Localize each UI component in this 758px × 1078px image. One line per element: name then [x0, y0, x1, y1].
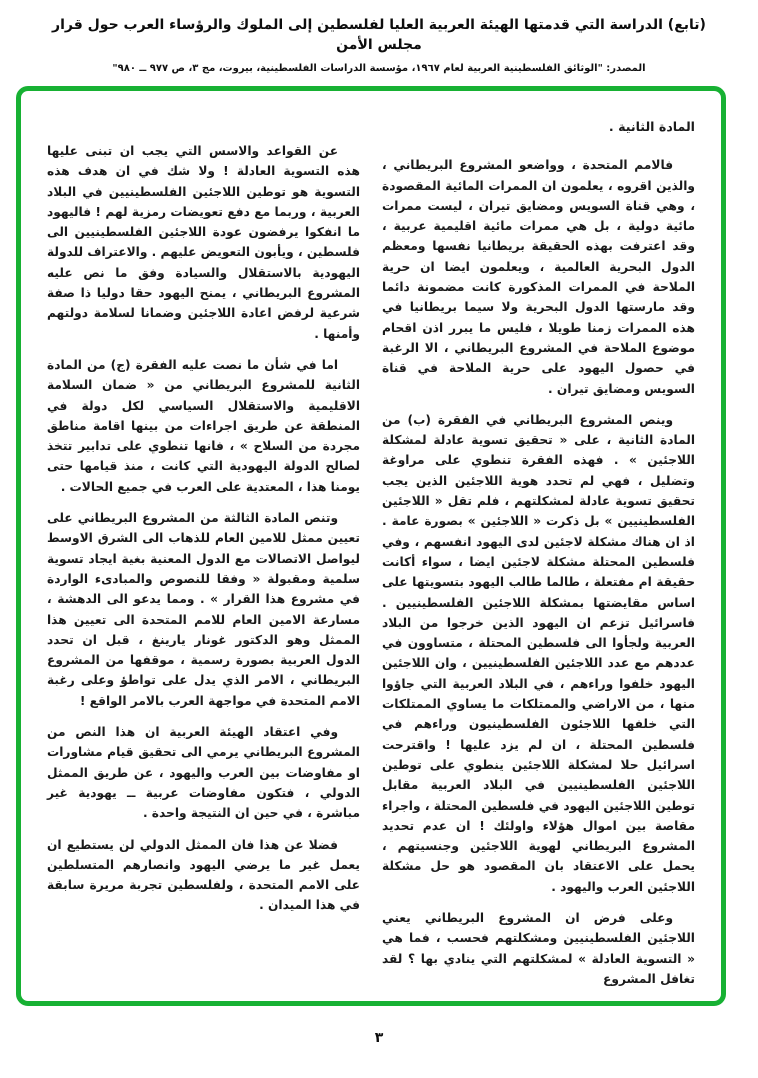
document-title: (تابع) الدراسة التي قدمتها الهيئة العربية العليا لفلسطين إلى الملوك والرؤساء العرب حول قرار مجلس الأمن	[52, 17, 706, 53]
page-header	[0, 0, 758, 74]
paragraph: وتنص المادة الثالثة من المشروع البريطاني على تعيين ممثل للامين العام للذهاب الى الشرق الاوسط ليواصل الاتصالات مع الدول المعنية بغية ايجاد تسوية سلمية ومقبولة « وفقا للنصوص والمبادىء الواردة في مشروع هذا القرار » . ومما يدعو الى الدهشة ، مسارعة الامين العام للامم المتحدة الى تعيين هذا الممثل وهو الدكتور غونار يارينغ ، قبل ان تحدد الدول العربية بصورة رسمية ، موقفها من المشروع البريطاني ، الامر الذي يدل على تواطؤ وعلى رغبة الامم المتحدة في مواجهة العرب بالامر الواقع !	[47, 511, 360, 708]
paragraph: عن القواعد والاسس التي يجب ان تبنى عليها هذه التسوية العادلة ! ولا شك في ان هدف هذه التسوية هو توطين اللاجئين الفلسطينيين في البلاد العربية ، وربما مع دفع تعويضات رمزية لهم ! فاليهود ما انفكوا يرفضون عودة اللاجئين الفلسطينيين الى فلسطين ، ويأبون التعويض عليهم . والاعتراف للدولة اليهودية بالاستقلال والسيادة وفق ما نص عليه المشروع البريطاني ، يمنح اليهود حقا دوليا ذا صفة شرعية لرفض اعادة اللاجئين وضمانا لسلامة دولتهم وأمنها .	[47, 144, 360, 341]
paragraph: وعلى فرض ان المشروع البريطاني يعني اللاجئين الفلسطينيين ومشكلتهم فحسب ، فما هي « التسوية العادلة » لمشكلتهم التي ينادي بها ؟ لقد تغافل المشروع	[382, 910, 695, 986]
paragraph: فضلا عن هذا فان الممثل الدولي لن يستطيع ان يعمل غير ما يرضي اليهود وانصارهم المتسلطين على الامم المتحدة ، ولفلسطين تجربة مريرة سابقة في هذا الميدان .	[47, 837, 360, 913]
section-heading-article-two: المادة الثانية .	[608, 119, 695, 134]
source-citation: المصدر: "الوثائق الفلسطينية العربية لعام ١٩٦٧، مؤسسة الدراسات الفلسطينية، بيروت، مج ٣، ص ٩٧٧ ــ ٩٨٠"	[112, 63, 646, 75]
green-content-frame	[16, 86, 726, 1006]
column-right	[382, 117, 695, 989]
paragraph: وفي اعتقاد الهيئة العربية ان هذا النص من المشروع البريطاني يرمي الى تحقيق قيام مشاورات او مفاوضات بين العرب واليهود ، عن طريق الممثل الدولي ، فتكون مفاوضات عربية ــ يهودية غير مباشرة ، في حين ان النتيجة واحدة .	[47, 725, 360, 821]
paragraph: اما في شأن ما نصت عليه الفقرة (ج) من المادة الثانية للمشروع البريطاني من « ضمان السلامة الاقليمية والاستقلال السياسي لكل دولة في المنطقة عن طريق اجراءات من بينها اقامة مناطق مجردة من السلاح » ، فانها تنطوي على تدابير تتخذ لصالح الدولة اليهودية التي كانت ، منذ قيامها حتى يومنا هذا ، المعتدية على العرب في جميع الحالات .	[47, 357, 360, 494]
page-number: ٣	[374, 1030, 384, 1046]
paragraph: وينص المشروع البريطاني في الفقرة (ب) من المادة الثانية ، على « تحقيق تسوية عادلة لمشكلة اللاجئين » . فهذه الفقرة تنطوي على مراوغة وتضليل ، فهي لم تحدد هوية اللاجئين الذين يجب تحقيق تسوية عادلة لمشكلتهم ، فلم تقل « اللاجئين الفلسطينيين » بل ذكرت « اللاجئين » بصورة عامة . اذ ان هناك مشكلة لاجئين لدى اليهود انفسهم ، وفي فلسطين المحتلة مشكلة لاجئين ايضا ، سواء أكانت حقيقة ام مفتعلة ، طالما طالب اليهود بتسويتها على اساس مقايضتها بمشكلة اللاجئين الفلسطينيين . فاسرائيل تزعم ان اليهود الذين خرجوا من البلاد العربية ولجأوا الى فلسطين المحتلة ، متساوون في عددهم مع عدد اللاجئين الفلسطينيين ، وان اللاجئين اليهود خلفوا وراءهم ، في البلاد العربية التي جاؤوا منها ، من الاراضي والممتلكات ما يساوي الممتلكات التي خلفها اللاجئون الفلسطينيون وراءهم في فلسطين المحتلة ، ان لم يزد عليها ! واقترحت اسرائيل حلا لمشكلة اللاجئين ينطوي على توطين اللاجئين الفلسطينيين في البلاد العربية مقابل توطين اللاجئين اليهود في فلسطين المحتلة ، واجراء مقاصة بين اموال هؤلاء واولئك ! ان عدم تحديد المشروع البريطاني لهوية اللاجئين وجنسيتهم ، يحمل على الاعتقاد بان المقصود هو حل مشكلة اللاجئين العرب واليهود .	[382, 412, 695, 894]
two-column-text	[47, 117, 695, 986]
column-left	[47, 117, 360, 916]
paragraph: فالامم المتحدة ، وواضعو المشروع البريطاني ، والذين اقروه ، يعلمون ان الممرات المائية المقصودة ، وهي قناة السويس ومضايق تيران ، ليست ممرات مائية دولية ، بل هي ممرات مائية اقليمية عربية ، وقد اعترفت بهذه الحقيقة بريطانيا نفسها ومعظم الدول البحرية العالمية ، ويعلمون ايضا ان حرية الملاحة في الممرات المذكورة كانت مضمونة دائما وقد مارستها الدول البحرية ولا سيما بريطانيا في هذه الممرات زمنا طويلا ، فليس ما يبرر اذن اقحام موضوع الملاحة في المشروع البريطاني ، الا الرغبة في حصول اليهود على حرية الملاحة في قناة السويس ومضايق تيران .	[382, 158, 695, 396]
